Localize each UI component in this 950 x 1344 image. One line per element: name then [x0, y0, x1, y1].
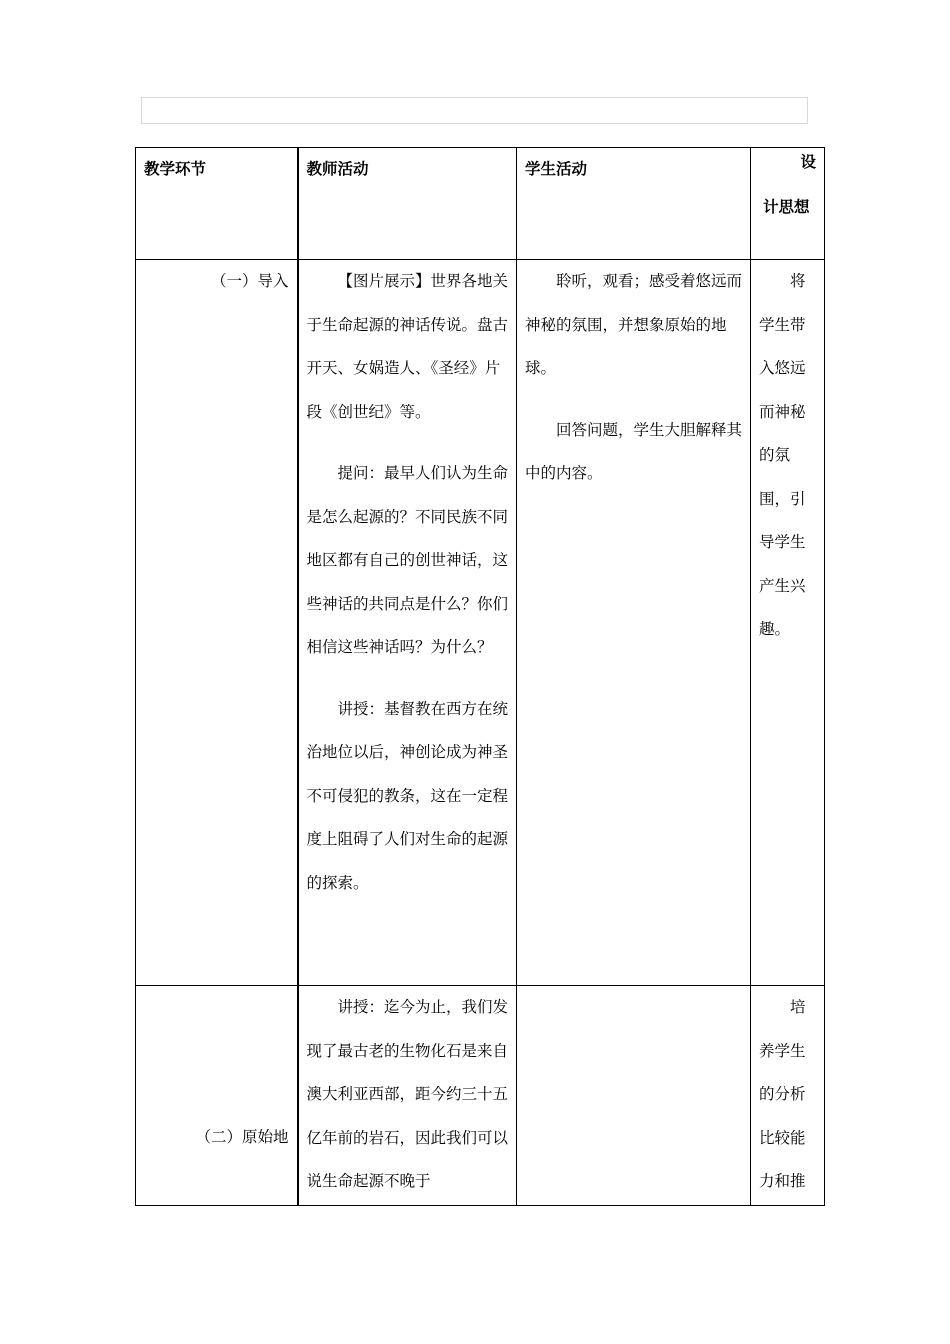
teacher-paragraph: 【图片展示】世界各地关于生命起源的神话传说。盘古开天、女娲造人、《圣经》片段《创世纪》等。: [306, 272, 509, 421]
header-teacher-activity: 教师活动: [298, 148, 517, 260]
header-student-activity: 学生活动: [517, 148, 751, 260]
table-header-row: [136, 148, 825, 260]
lesson-plan-table: [135, 147, 825, 1206]
student-activity-cell: [517, 986, 751, 1206]
header-design-idea-line1: 设: [800, 153, 816, 171]
student-paragraph: 聆听，观看；感受着悠远而神秘的氛围，并想象原始的地球。: [525, 272, 743, 377]
header-design-idea: [751, 148, 825, 260]
design-idea-cell: [751, 986, 825, 1206]
student-paragraph: 回答问题，学生大胆解释其中的内容。: [525, 420, 743, 482]
student-activity-cell: [517, 260, 751, 986]
design-paragraph: 将学生带入悠远而神秘的氛围，引导学生产生兴趣。: [759, 272, 806, 638]
design-idea-cell: [751, 260, 825, 986]
table-row: [136, 260, 825, 986]
teacher-activity-cell: [298, 260, 517, 986]
design-paragraph: 培养学生的分析比较能力和推: [759, 998, 806, 1190]
teacher-paragraph: 提问：最早人们认为生命是怎么起源的？不同民族不同地区都有自己的创世神话，这些神话的共同点是什么？你们相信这些神话吗？为什么？: [306, 464, 509, 656]
teacher-paragraph: 讲授：基督教在西方在统治地位以后，神创论成为神圣不可侵犯的教条，这在一定程度上阻碍了人们对生命的起源的探索。: [306, 699, 509, 892]
header-stage: 教学环节: [136, 148, 298, 260]
stage-cell: （一）导入: [136, 260, 298, 986]
header-design-idea-line2: 计思想: [763, 198, 810, 216]
teacher-paragraph: 讲授：迄今为止，我们发现了最古老的生物化石是来自澳大利亚西部，距今约三十五亿年前的岩石，因此我们可以说生命起源不晚于: [306, 998, 509, 1190]
teacher-activity-cell: [298, 986, 517, 1206]
header-placeholder-box: [141, 97, 808, 124]
stage-label: （二）原始地: [195, 1128, 289, 1146]
stage-cell: [136, 986, 298, 1206]
table-row: [136, 986, 825, 1206]
